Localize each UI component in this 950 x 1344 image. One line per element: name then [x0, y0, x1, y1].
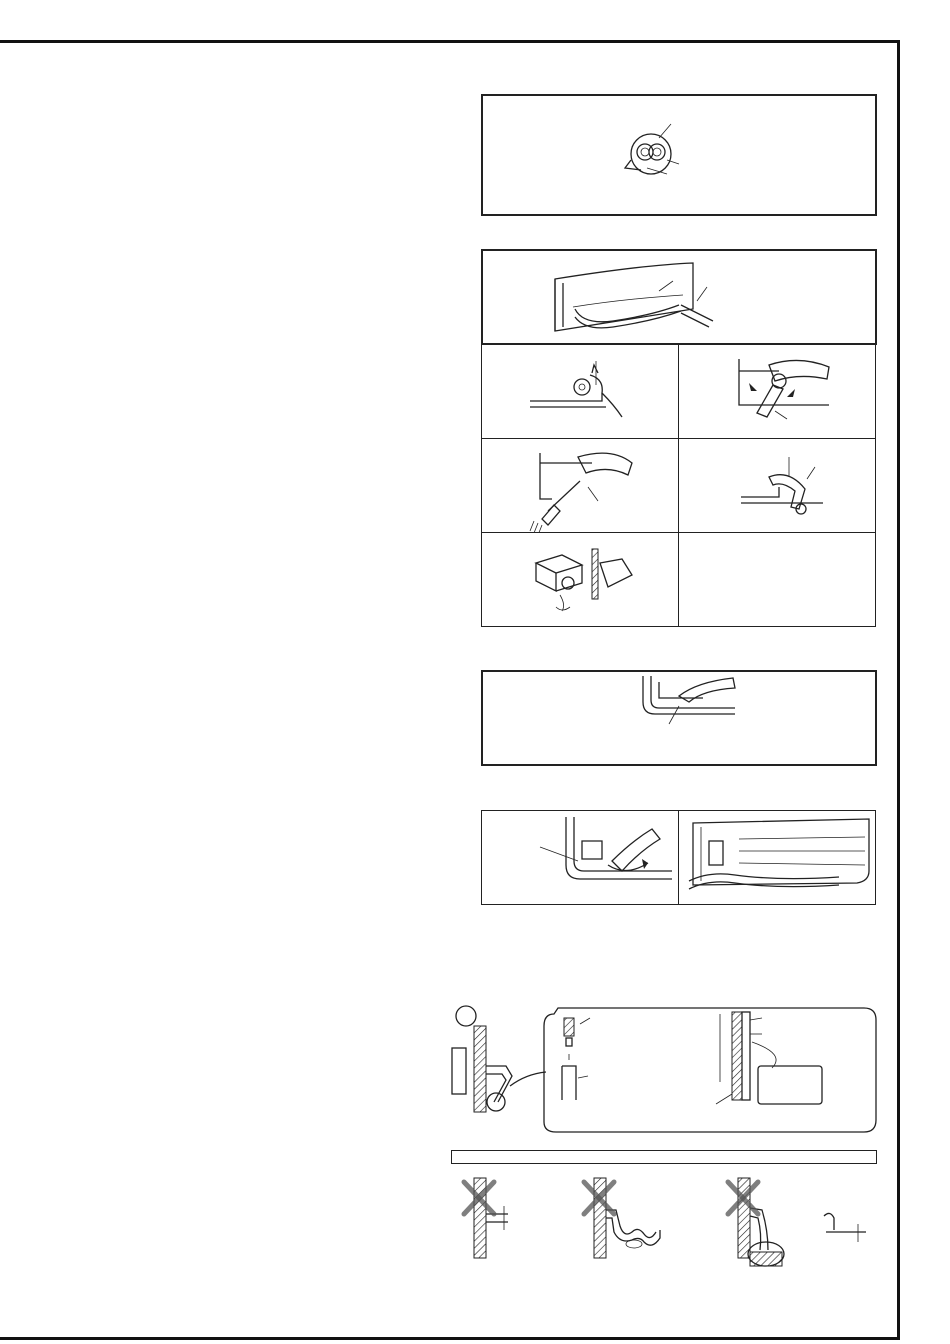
- drain-hose-detail-icon: [446, 1004, 878, 1134]
- incorrect-example-3: [728, 1178, 866, 1266]
- hose-routing-left: [481, 810, 679, 905]
- cap-box-icon: [482, 533, 680, 628]
- drain-pan-figure: [481, 670, 877, 766]
- screwdriver-icon: [482, 439, 680, 534]
- step-empty: [678, 532, 876, 627]
- indoor-unit-rear-icon: [483, 251, 879, 347]
- incorrect-drainage-icon: [446, 1170, 886, 1280]
- hose-routing-unit: [678, 810, 876, 905]
- pull-hose-icon: [679, 345, 877, 440]
- step-pull-hose: [678, 344, 876, 439]
- pipe-cross-section-icon: [483, 96, 879, 218]
- indoor-unit-front-icon: [679, 811, 877, 906]
- drain-pan-icon: [483, 672, 879, 768]
- pipe-section-figure: [481, 94, 877, 216]
- incorrect-example-1: [464, 1178, 508, 1258]
- step-insert-hose: [678, 438, 876, 533]
- step-screwdriver: [481, 438, 679, 533]
- incorrect-example-2: [584, 1178, 660, 1258]
- hose-routing-icon: [482, 811, 680, 906]
- incorrect-examples-header-bar: [451, 1150, 877, 1164]
- remove-cap-icon: [482, 345, 680, 440]
- step-remove-cap: [481, 344, 679, 439]
- indoor-unit-rear-figure: [481, 249, 877, 345]
- insert-hose-icon: [679, 439, 877, 534]
- step-cap-box: [481, 532, 679, 627]
